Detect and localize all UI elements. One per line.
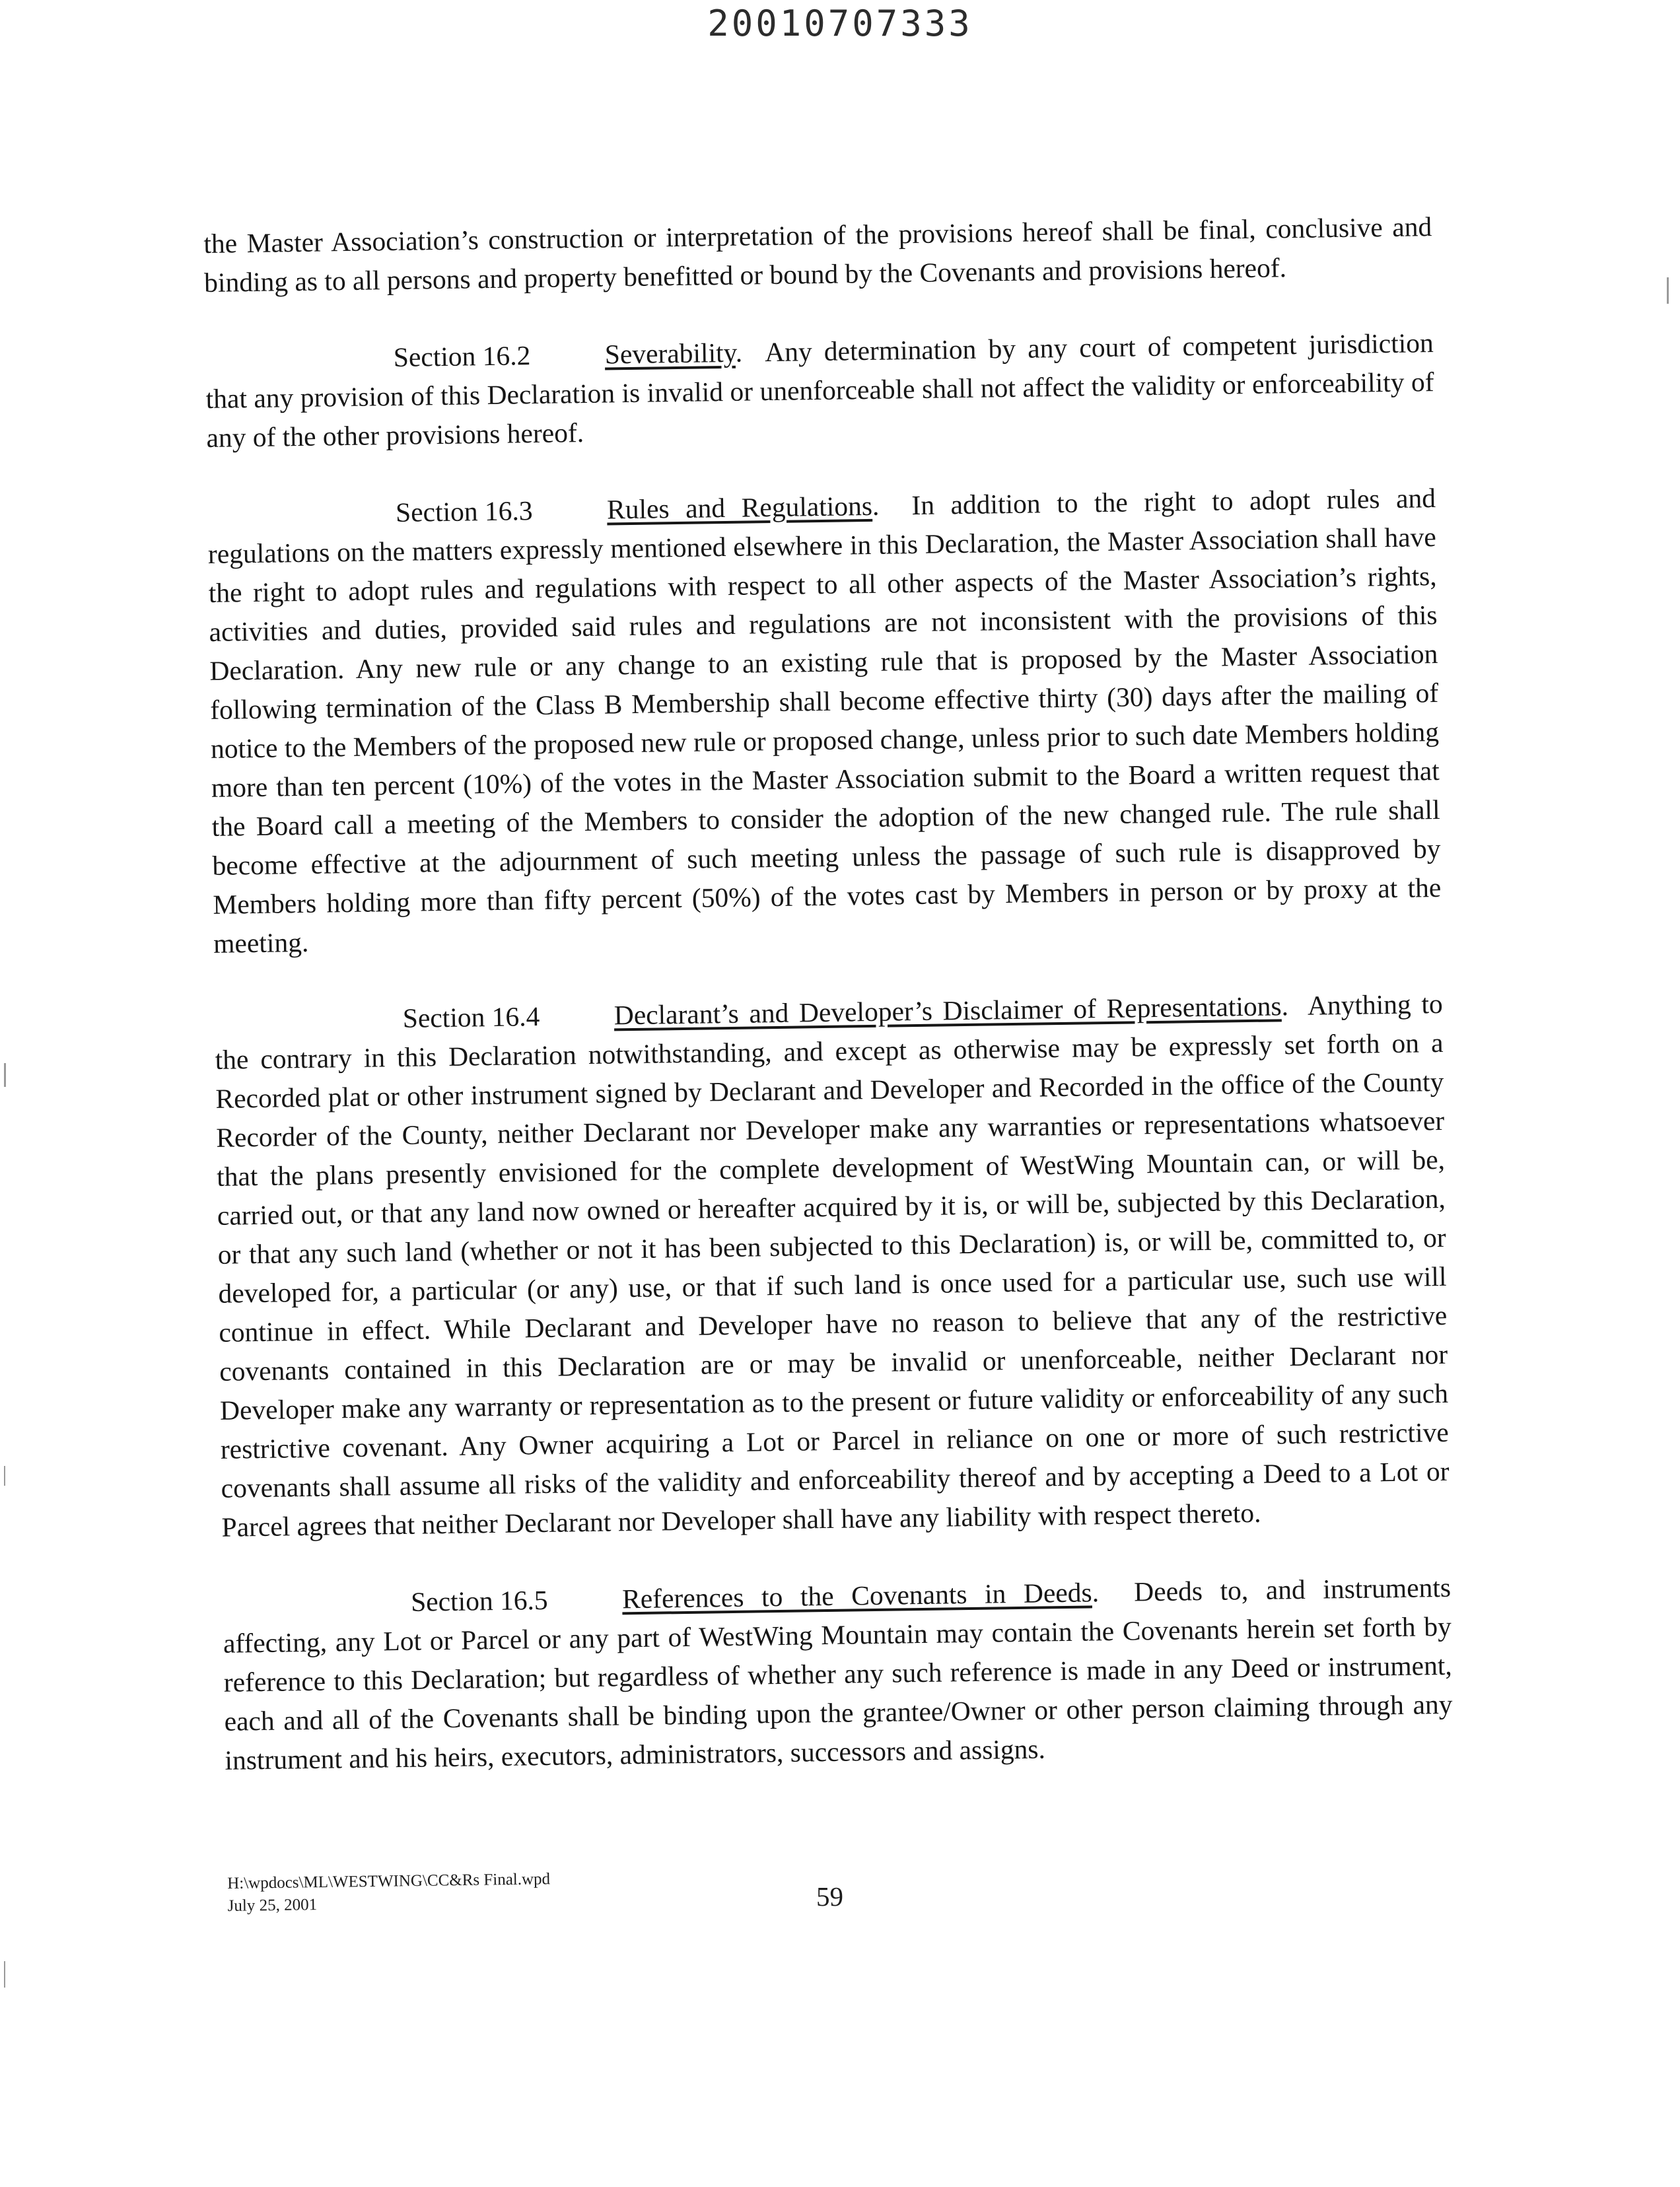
recording-number: 20010707333	[707, 3, 973, 44]
footer-date: July 25, 2001	[227, 1896, 318, 1915]
section-title: Severability	[604, 337, 736, 370]
section-16-2: Section 16.2 Severability. Any determination by any court of competent jurisdiction that any provision of this Declaration is invalid or unenforceable shall not affect the validity or enforceability of any of the other provisions hereof.	[205, 328, 1434, 453]
scan-artifact	[4, 1961, 5, 1988]
section-body: Deeds to, and instruments affecting, any Lot or Parcel or any part of WestWing Mountain may contain the Covenants herein set forth by reference to this Declaration; but regardless of whether any such reference is made in any Deed or instrument, each and all of the Covenants shall be binding upon the grantee/Owner or other person claiming through any instrument and his heirs, executors, administrators, successors and assigns.	[223, 1572, 1453, 1776]
section-number: Section 16.2	[393, 340, 531, 372]
section-title: Rules and Regulations	[606, 490, 873, 525]
section-body: Any determination by any court of competent jurisdiction that any provision of this Declaration is invalid or unenforceable shall not affect the validity or enforceability of any of the other provisions hereof.	[205, 328, 1434, 453]
page-number: 59	[816, 1881, 843, 1912]
section-title: References to the Covenants in Deeds	[621, 1577, 1092, 1614]
footer	[227, 1863, 888, 1918]
section-body: Anything to the contrary in this Declaration notwithstanding, and except as otherwise may be expressly set forth on a Recorded plat or other instrument signed by Declarant and Developer and Recorded in the office of the County Recorder of the County, neither Declarant nor Developer make any warranties or representations whatsoever that the plans presently envisioned for the complete development of WestWing Mountain can, or will be, carried out, or that any land now owned or hereafter acquired by it is, or will be, subjected by this Declaration, or that any such land (whether or not it has been subjected to this Declaration) is, or will be, committed to, or developed for, a particular (or any) use, or that if such land is once used for a particular use, such use will continue in effect. While Declarant and Developer have no reason to believe that any of the restrictive covenants contained in this Declaration are or may be invalid or unenforceable, neither Declarant nor Developer make any warranty or representation as to the present or future validity or enforceability of any such restrictive covenant. Any Owner acquiring a Lot or Parcel in reliance on one or more of such restrictive covenants shall assume all risks of the validity and enforceability thereof and by accepting a Deed to a Lot or Parcel agrees that neither Declarant nor Developer shall have any liability with respect thereto.	[215, 988, 1450, 1543]
section-body: In addition to the right to adopt rules and regulations on the matters expressly mentioned elsewhere in this Declaration, the Master Association shall have the right to adopt rules and regulations with respect to all other aspects of the Master Association’s rights, activities and duties, provided said rules and regulations are not inconsistent with the provisions of this Declaration. Any new rule or any change to an existing rule that is proposed by the Master Association following termination of the Class B Membership shall become effective thirty (30) days after the mailing of notice to the Members of the proposed new rule or proposed change, unless prior to such date Members holding more than ten percent (10%) of the votes in the Master Association submit to the Board a written request that the Board call a meeting of the Members to consider the adoption of the new changed rule. The rule shall become effective at the adjournment of such meeting unless the passage of such rule is disapproved by Members holding more than fifty percent (50%) of the votes cast by Members in person or by proxy at the meeting.	[207, 482, 1442, 959]
section-number: Section 16.4	[402, 1001, 540, 1033]
section-number: Section 16.3	[395, 495, 533, 528]
section-16-4: Section 16.4 Declarant’s and Developer’s Disclaimer of Representations. Anything to the contrary in this Declaration notwithstanding, and except as otherwise may be expressly set forth on a Recorded plat or other instrument signed by Declarant and Developer and Recorded in the office of the County Recorder of the County, neither Declarant nor Developer make any warranties or representations whatsoever that the plans presently envisioned for the complete development of WestWing Mountain can, or will be, carried out, or that any land now owned or hereafter acquired by it is, or will be, subjected by this Declaration, or that any such land (whether or not it has been subjected to this Declaration) is, or will be, committed to, or developed for, a particular (or any) use, or that if such land is once used for a particular use, such use will continue in effect. While Declarant and Developer have no reason to believe that any of the restrictive covenants contained in this Declaration are or may be invalid or unenforceable, neither Declarant nor Developer make any warranty or representation as to the present or future validity or enforceability of any such restrictive covenant. Any Owner acquiring a Lot or Parcel in reliance on one or more of such restrictive covenants shall assume all risks of the validity and enforceability thereof and by accepting a Deed to a Lot or Parcel agrees that neither Declarant nor Developer shall have any liability with respect thereto.	[215, 988, 1450, 1543]
document-body	[203, 207, 1454, 1819]
scan-artifact	[4, 1466, 5, 1486]
section-title: Declarant’s and Developer’s Disclaimer of Representations	[613, 990, 1282, 1031]
footer-file-path: H:\wpdocs\ML\WESTWING\CC&Rs Final.wpd	[227, 1870, 551, 1892]
scan-artifact	[4, 1063, 6, 1087]
section-16-5: Section 16.5 References to the Covenants in Deeds. Deeds to, and instruments affecting, any Lot or Parcel or any part of WestWing Mountain may contain the Covenants herein set forth by reference to this Declaration; but regardless of whether any such reference is made in any Deed or instrument, each and all of the Covenants shall be binding upon the grantee/Owner or other person claiming through any instrument and his heirs, executors, administrators, successors and assigns.	[223, 1572, 1453, 1776]
intro-paragraph: the Master Association’s construction or interpretation of the provisions hereof shall be final, conclusive and binding as to all persons and property benefitted or bound by the Covenants and provisions hereof.	[203, 211, 1432, 298]
section-number: Section 16.5	[410, 1584, 548, 1617]
scan-artifact	[1667, 277, 1669, 304]
section-16-3: Section 16.3 Rules and Regulations. In addition to the right to adopt rules and regulations on the matters expressly mentioned elsewhere in this Declaration, the Master Association shall have the right to adopt rules and regulations with respect to all other aspects of the Master Association’s rights, activities and duties, provided said rules and regulations are not inconsistent with the provisions of this Declaration. Any new rule or any change to an existing rule that is proposed by the Master Association following termination of the Class B Membership shall become effective thirty (30) days after the mailing of notice to the Members of the proposed new rule or proposed change, unless prior to such date Members holding more than ten percent (10%) of the votes in the Master Association submit to the Board a written request that the Board call a meeting of the Members to consider the adoption of the new changed rule. The rule shall become effective at the adjournment of such meeting unless the passage of such rule is disapproved by Members holding more than fifty percent (50%) of the votes cast by Members in person or by proxy at the meeting.	[207, 482, 1442, 959]
